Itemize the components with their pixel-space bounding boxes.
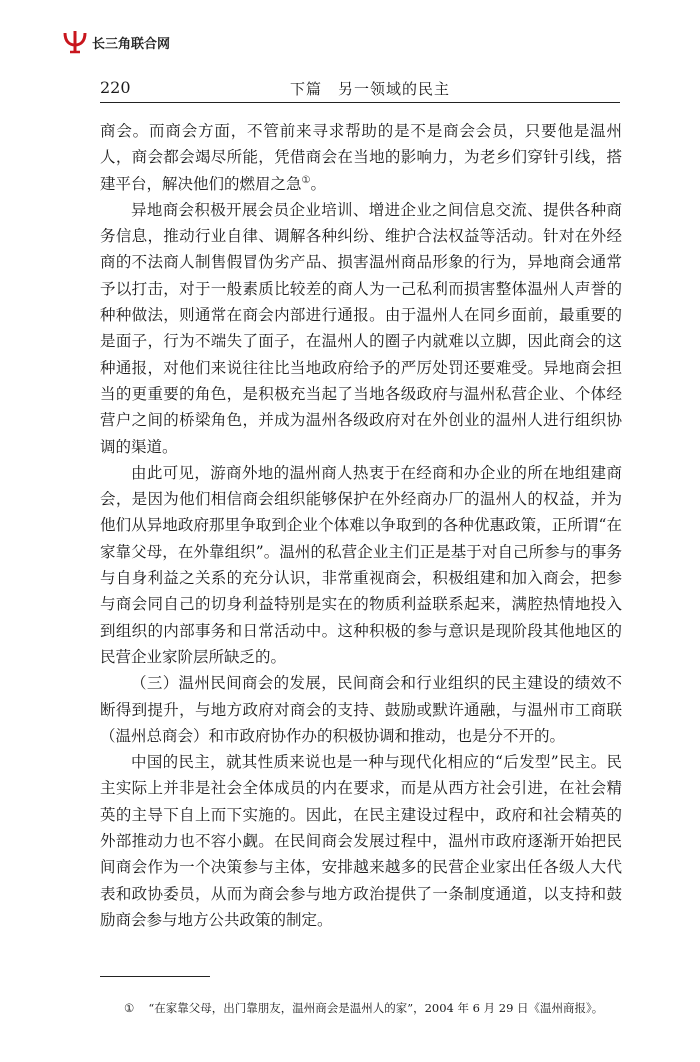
paragraph-1: 商会。而商会方面，不管前来寻求帮助的是不是商会会员，只要他是温州人，商会都会竭尽所能，凭借商会在当地的影响力，为老乡们穿针引线，搭建平台，解决他们的燃眉之急①。 — [100, 122, 622, 193]
paragraph-3: 由此可见，游商外地的温州商人热衷于在经商和办企业的所在地组建商会，是因为他们相信商会组织能够保护在外经商办厂的温州人的权益，并为他们从异地政府那里争取到企业个体难以争取到的各种优惠政策，正所谓“在家靠父母，在外靠组织”。温州的私营企业主们正是基于对自己所参与的事务与自身利益之关系的充分认识，非常重视商会，积极组建和加入商会，把参与商会同自己的切身利益特别是实在的物质利益联系起来，满腔热情地投入到组织的内部事务和日常活动中。这种积极的参与意识是现阶段其他地区的民营企业家阶层所缺乏的。 — [100, 463, 622, 666]
page-header — [100, 74, 620, 103]
site-logo — [62, 30, 170, 54]
footnote-text: “在家靠父母，出门靠朋友，温州商会是温州人的家”，2004 年 6 月 29 日《温州商报》。 — [148, 1001, 604, 1015]
paragraph-5: 中国的民主，就其性质来说也是一种与现代化相应的“后发型”民主。民主实际上并非是社会全体成员的内在要求，而是从西方社会引进，在社会精英的主导下自上而下实施的。因此，在民主建设过程中，政府和社会精英的外部推动力也不容小觑。在民间商会发展过程中，温州市政府逐渐开始把民间商会作为一个决策参与主体，安排越来越多的民营企业家出任各级人大代表和政协委员，从而为商会参与地方政治提供了一条制度通道，以支持和鼓励商会参与地方公共政策的制定。 — [100, 753, 622, 929]
footnote — [124, 1000, 603, 1016]
logo-text: 长三角联合网 — [92, 36, 171, 52]
footnote-divider — [100, 976, 210, 977]
running-title: 下篇 另一领域的民主 — [290, 80, 451, 98]
body-text — [100, 118, 622, 933]
footnote-marker: ① — [124, 1001, 135, 1015]
psi-logo-icon — [62, 30, 88, 54]
footnote-ref[interactable]: ① — [301, 174, 311, 186]
page-number: 220 — [100, 78, 131, 97]
paragraph-4: （三）温州民间商会的发展，民间商会和行业组织的民主建设的绩效不断得到提升，与地方政府对商会的支持、鼓励或默许通融，与温州市工商联（温州总商会）和市政府协作办的积极协调和推动，也是分不开的。 — [100, 674, 622, 745]
paragraph-2: 异地商会积极开展会员企业培训、增进企业之间信息交流、提供各种商务信息，推动行业自律、调解各种纠纷、维护合法权益等活动。针对在外经商的不法商人制售假冒伪劣产品、损害温州商品形象的行为，异地商会通常予以打击，对于一般素质比较差的商人为一己私利而损害整体温州人声誉的种种做法，则通常在商会内部进行通报。由于温州人在同乡面前，最重要的是面子，行为不端失了面子，在温州人的圈子内就难以立脚，因此商会的这种通报，对他们来说往往比当地政府给予的严厉处罚还要难受。异地商会担当的更重要的角色，是积极充当起了当地各级政府与温州私营企业、个体经营户之间的桥梁角色，并成为温州各级政府对在外创业的温州人进行组织协调的渠道。 — [100, 200, 622, 456]
